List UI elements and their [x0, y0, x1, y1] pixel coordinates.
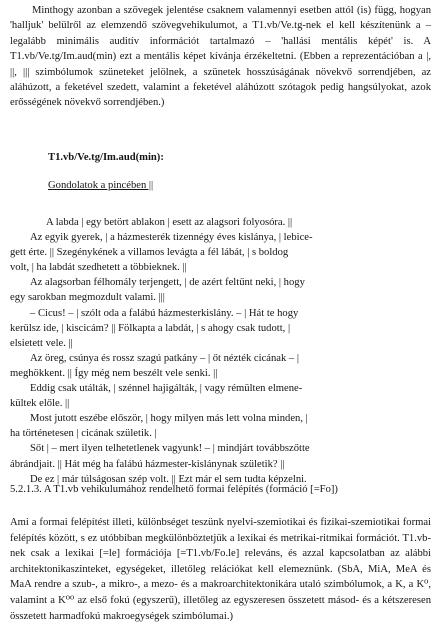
poem-line: Sőt | – mert ilyen telhetetlenek vagyunk! – | mindjárt továbbszőtte: [30, 443, 310, 455]
notation-heading: T1.vb/Ve.tg/Im.aud(min):: [48, 152, 164, 163]
poem-line: Most jutott eszébe először, | hogy milyen más lett volna minden, |: [30, 413, 308, 425]
poem-line: volt, | ha labdát szedhetett a többieknek. ||: [10, 262, 187, 274]
poem-line: gett érte. || Szegénykének a villamos levágta a fél lábát, | s boldog: [10, 247, 289, 259]
poem-line: Eddig csak utálták, | szénnel hajigálták, | vagy rémülten elmene-: [30, 383, 303, 395]
poem-line: Az öreg, csúnya és rossz szagú patkány – | őt nézték cicának – |: [30, 352, 299, 364]
poem-title: [48, 180, 153, 191]
poem-block: [10, 215, 422, 487]
poem-line: Az egyik gyerek, | a házmesterék tizennégy éves kislánya, | lebice-: [30, 232, 313, 244]
poem-line: meghökkent. || Így még nem beszélt vele senki. ||: [10, 367, 218, 379]
poem-line: – Cicus! – | szólt oda a falábú házmesterkislány. – | Hát te hogy: [30, 307, 299, 319]
poem-line: Az alagsorban félhomály terjengett, | de azért feltűnt neki, | hogy: [30, 277, 305, 289]
poem-line: A labda | egy betört ablakon | esett az alagsori folyosóra. ||: [46, 217, 293, 228]
poem-line: ha történetesen | cicának születik. |: [10, 428, 157, 440]
poem-line: elsietett vele. ||: [10, 337, 73, 349]
closing-paragraph: Ami a formai felépítést illeti, különbséget teszünk nyelvi-szemiotikai és fizikai-szemiotikai formai felépítés között, s ez utóbbiban megkülönböztetjük a lexikai és metrikai-ritmikai formációt. T1.vb-nek csak a lexikai [=le] formációja [=T1.vb/Fo.le] releváns, és azzal kapcsolatban az alábbi architektonikaszinteket, egységeket, illetőleg relációkat kell elemeznünk. (SbA, MiA, MeA és MaA rendre a szub-, a mikro-, a mezo- és a makroarchitektonikára utaló szimbólumok, a K, a K⁰, valamint a K⁰⁰ az első fokú (egyszerű), illetőleg az egyszeresen összetett másod- és a kétszeresen összetett harmadfokú makroegységek szimbólumai.): [10, 517, 431, 622]
section-heading: 5.2.1.3. A T1.vb vehikulumához rendelhető formai felépítés (formáció [=Fo]): [10, 484, 338, 495]
poem-line: egy sarokban megmozdult valami. |||: [10, 292, 165, 304]
intro-paragraph: Minthogy azonban a szövegek jelentése csaknem valamennyi esetben attól (is) függ, hogyan 'halljuk' belülről az elemzendő szövegvehikulumot, a T1.vb/Ve.tg-nek el kell készítenünk a – legalább minimális auditív információt tartalmazó – 'hallási mentális képét' is. A T1.vb/Ve.tg/Im.aud(min) ezt a mentális képet kívánja érzékeltetni. (Ebben a reprezentációban a |, ||, ||| szimbólumok szüneteket jelölnek, a szünetek hosszúságának növekvő sorrendjében, az aláhúzott, a feketével szedett, valamint a feketével aláhúzott szótagok pedig hangsúlyokat, azok erősségének növekvő sorrendjében.): [10, 5, 431, 109]
poem-line: De ez | már túlságosan szép volt. || Ezt már el sem tudta képzelni.: [30, 473, 307, 485]
poem-line: ábrándjait. || Hát még ha falábú házmester-kislánynak születik? ||: [10, 458, 285, 470]
poem-title-text: Gondolatok a pincében ||: [48, 180, 154, 191]
poem-line: kerülsz ide, | kiscicám? || Fölkapta a labdát, | s ahogy csak tudott, |: [10, 322, 291, 334]
poem-line: kültek előle. ||: [10, 398, 70, 410]
